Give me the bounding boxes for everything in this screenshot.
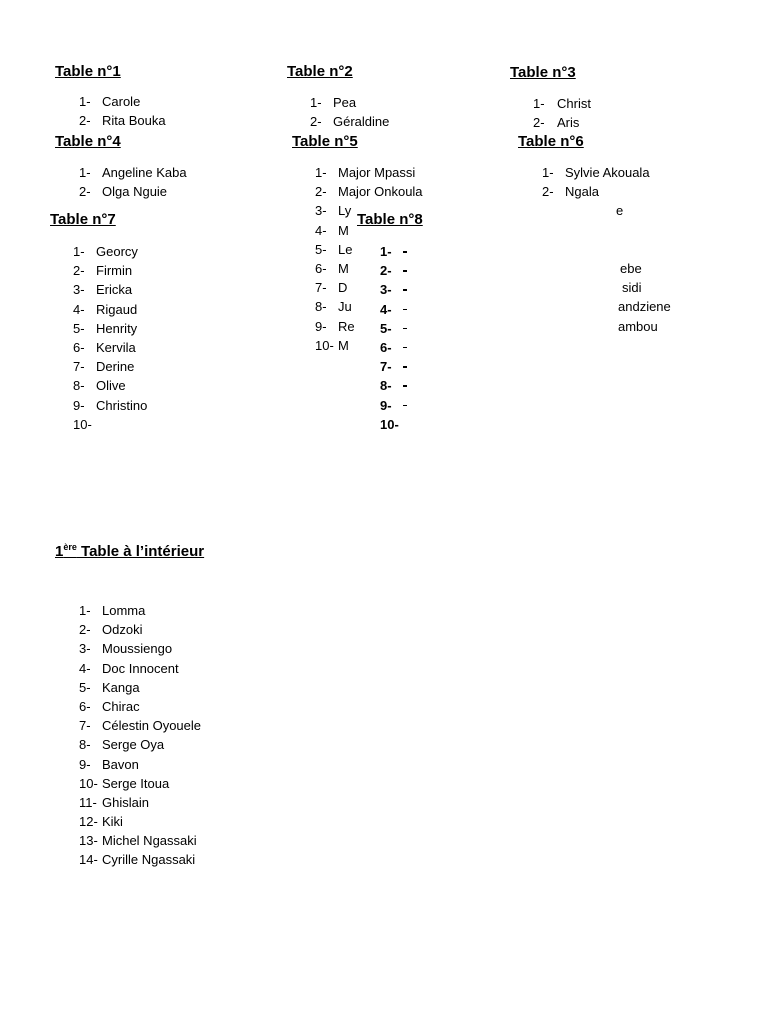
fragment-text: ambou (618, 319, 658, 334)
list-item: 8- (380, 376, 440, 395)
list-item: 2- Aris (533, 115, 580, 130)
list-item: 8- Ju (315, 299, 352, 315)
list-item: 2- Firmin (73, 263, 133, 279)
blank-line (403, 328, 407, 330)
blank-line (403, 251, 407, 253)
list-item: 1- Angeline Kaba (79, 165, 187, 180)
list-item: 4- M (315, 222, 349, 238)
list-item: 3- Ericka (73, 282, 133, 298)
list-item: 5- Le (315, 241, 353, 257)
blank-line (403, 270, 407, 272)
blank-line (403, 385, 407, 387)
list-item: 1- Major Mpassi (315, 165, 416, 180)
table-1-title: Table n°1 (55, 63, 121, 80)
list-item: 9- Christino (73, 397, 148, 413)
list-item: 6- M (315, 260, 349, 276)
list-item: 4- (380, 300, 440, 319)
list-item: 2- (380, 261, 440, 280)
list-item: 1- Carole (79, 94, 141, 109)
list-item: 5- (380, 319, 440, 338)
fragment-text: sidi (622, 280, 642, 295)
inside-table-list (79, 601, 279, 870)
fragment-text: e (616, 203, 624, 218)
list-item: 7- Célestin Oyouele (79, 718, 201, 734)
table-8-list (380, 242, 440, 434)
list-item: 1- Lomma (79, 603, 146, 618)
list-item: 1- Christ (533, 96, 591, 111)
table-1-list (79, 92, 219, 130)
list-item: 12- Kiki (79, 814, 123, 830)
list-item: 10- (73, 416, 92, 432)
table-7-title: Table n°7 (50, 211, 116, 228)
list-item: 8- Serge Oya (79, 737, 165, 753)
list-item: 2- Major Onkoula (315, 184, 423, 200)
table-8-title: Table n°8 (357, 211, 427, 229)
list-item: 4- Rigaud (73, 301, 138, 317)
list-item: 6- Kervila (73, 339, 136, 355)
list-item: 6- (380, 338, 440, 357)
list-item: 2- Olga Nguie (79, 184, 168, 200)
blank-line (403, 289, 407, 291)
inside-table-title (55, 543, 204, 561)
list-item: 10- Serge Itoua (79, 775, 170, 791)
list-item: 1- (380, 242, 440, 261)
table-6-title: Table n°6 (518, 133, 584, 150)
inside-title-text: Table à l’intérieur (76, 543, 205, 560)
list-item: 14- Cyrille Ngassaki (79, 852, 196, 868)
inside-title-number: 1 (55, 543, 64, 560)
blank-line (403, 347, 407, 349)
table-6-list (542, 163, 692, 201)
table-5-title: Table n°5 (292, 133, 358, 150)
list-item: 7- (380, 357, 440, 376)
inside-title-superscript: ère (63, 542, 77, 552)
table-4-title: Table n°4 (55, 133, 121, 150)
list-item: 2- Odzoki (79, 622, 143, 638)
list-item: 2- Ngala (542, 184, 599, 200)
list-item: 1- Georcy (73, 244, 138, 259)
list-item: 13- Michel Ngassaki (79, 833, 197, 849)
table-3-list (533, 94, 673, 130)
blank-line (403, 405, 407, 407)
fragment-text: ebe (620, 261, 642, 276)
list-item: 4- Doc Innocent (79, 660, 179, 676)
list-item: 10- (380, 416, 399, 432)
fragment-text: andziene (618, 299, 671, 314)
list-item: 9- (380, 396, 440, 415)
blank-line (403, 366, 407, 368)
table-7-list (73, 242, 213, 434)
list-item: 2- Rita Bouka (79, 113, 166, 129)
table-4-list (79, 163, 239, 201)
list-item: 6- Chirac (79, 698, 140, 714)
list-item: 5- Kanga (79, 679, 140, 695)
list-item: 9- Bavon (79, 756, 139, 772)
list-item: 5- Henrity (73, 320, 138, 336)
list-item: 11- Ghislain (79, 794, 149, 810)
table-2-list (310, 93, 450, 131)
list-item: 1- Pea (310, 95, 357, 110)
list-item: 3- Moussiengo (79, 641, 173, 657)
list-item: 7- Derine (73, 359, 135, 375)
list-item: 9- Re (315, 318, 355, 334)
list-item: 10- M (315, 337, 349, 353)
table-2-title: Table n°2 (287, 63, 353, 80)
blank-line (403, 309, 407, 311)
table-3-title: Table n°3 (510, 64, 576, 81)
list-item: 7- D (315, 280, 348, 296)
list-item: 8- Olive (73, 378, 126, 394)
list-item: 2- Géraldine (310, 114, 390, 130)
list-item: 1- Sylvie Akouala (542, 165, 650, 180)
list-item: 3- (380, 280, 440, 299)
list-item: 3- Ly (315, 203, 352, 219)
